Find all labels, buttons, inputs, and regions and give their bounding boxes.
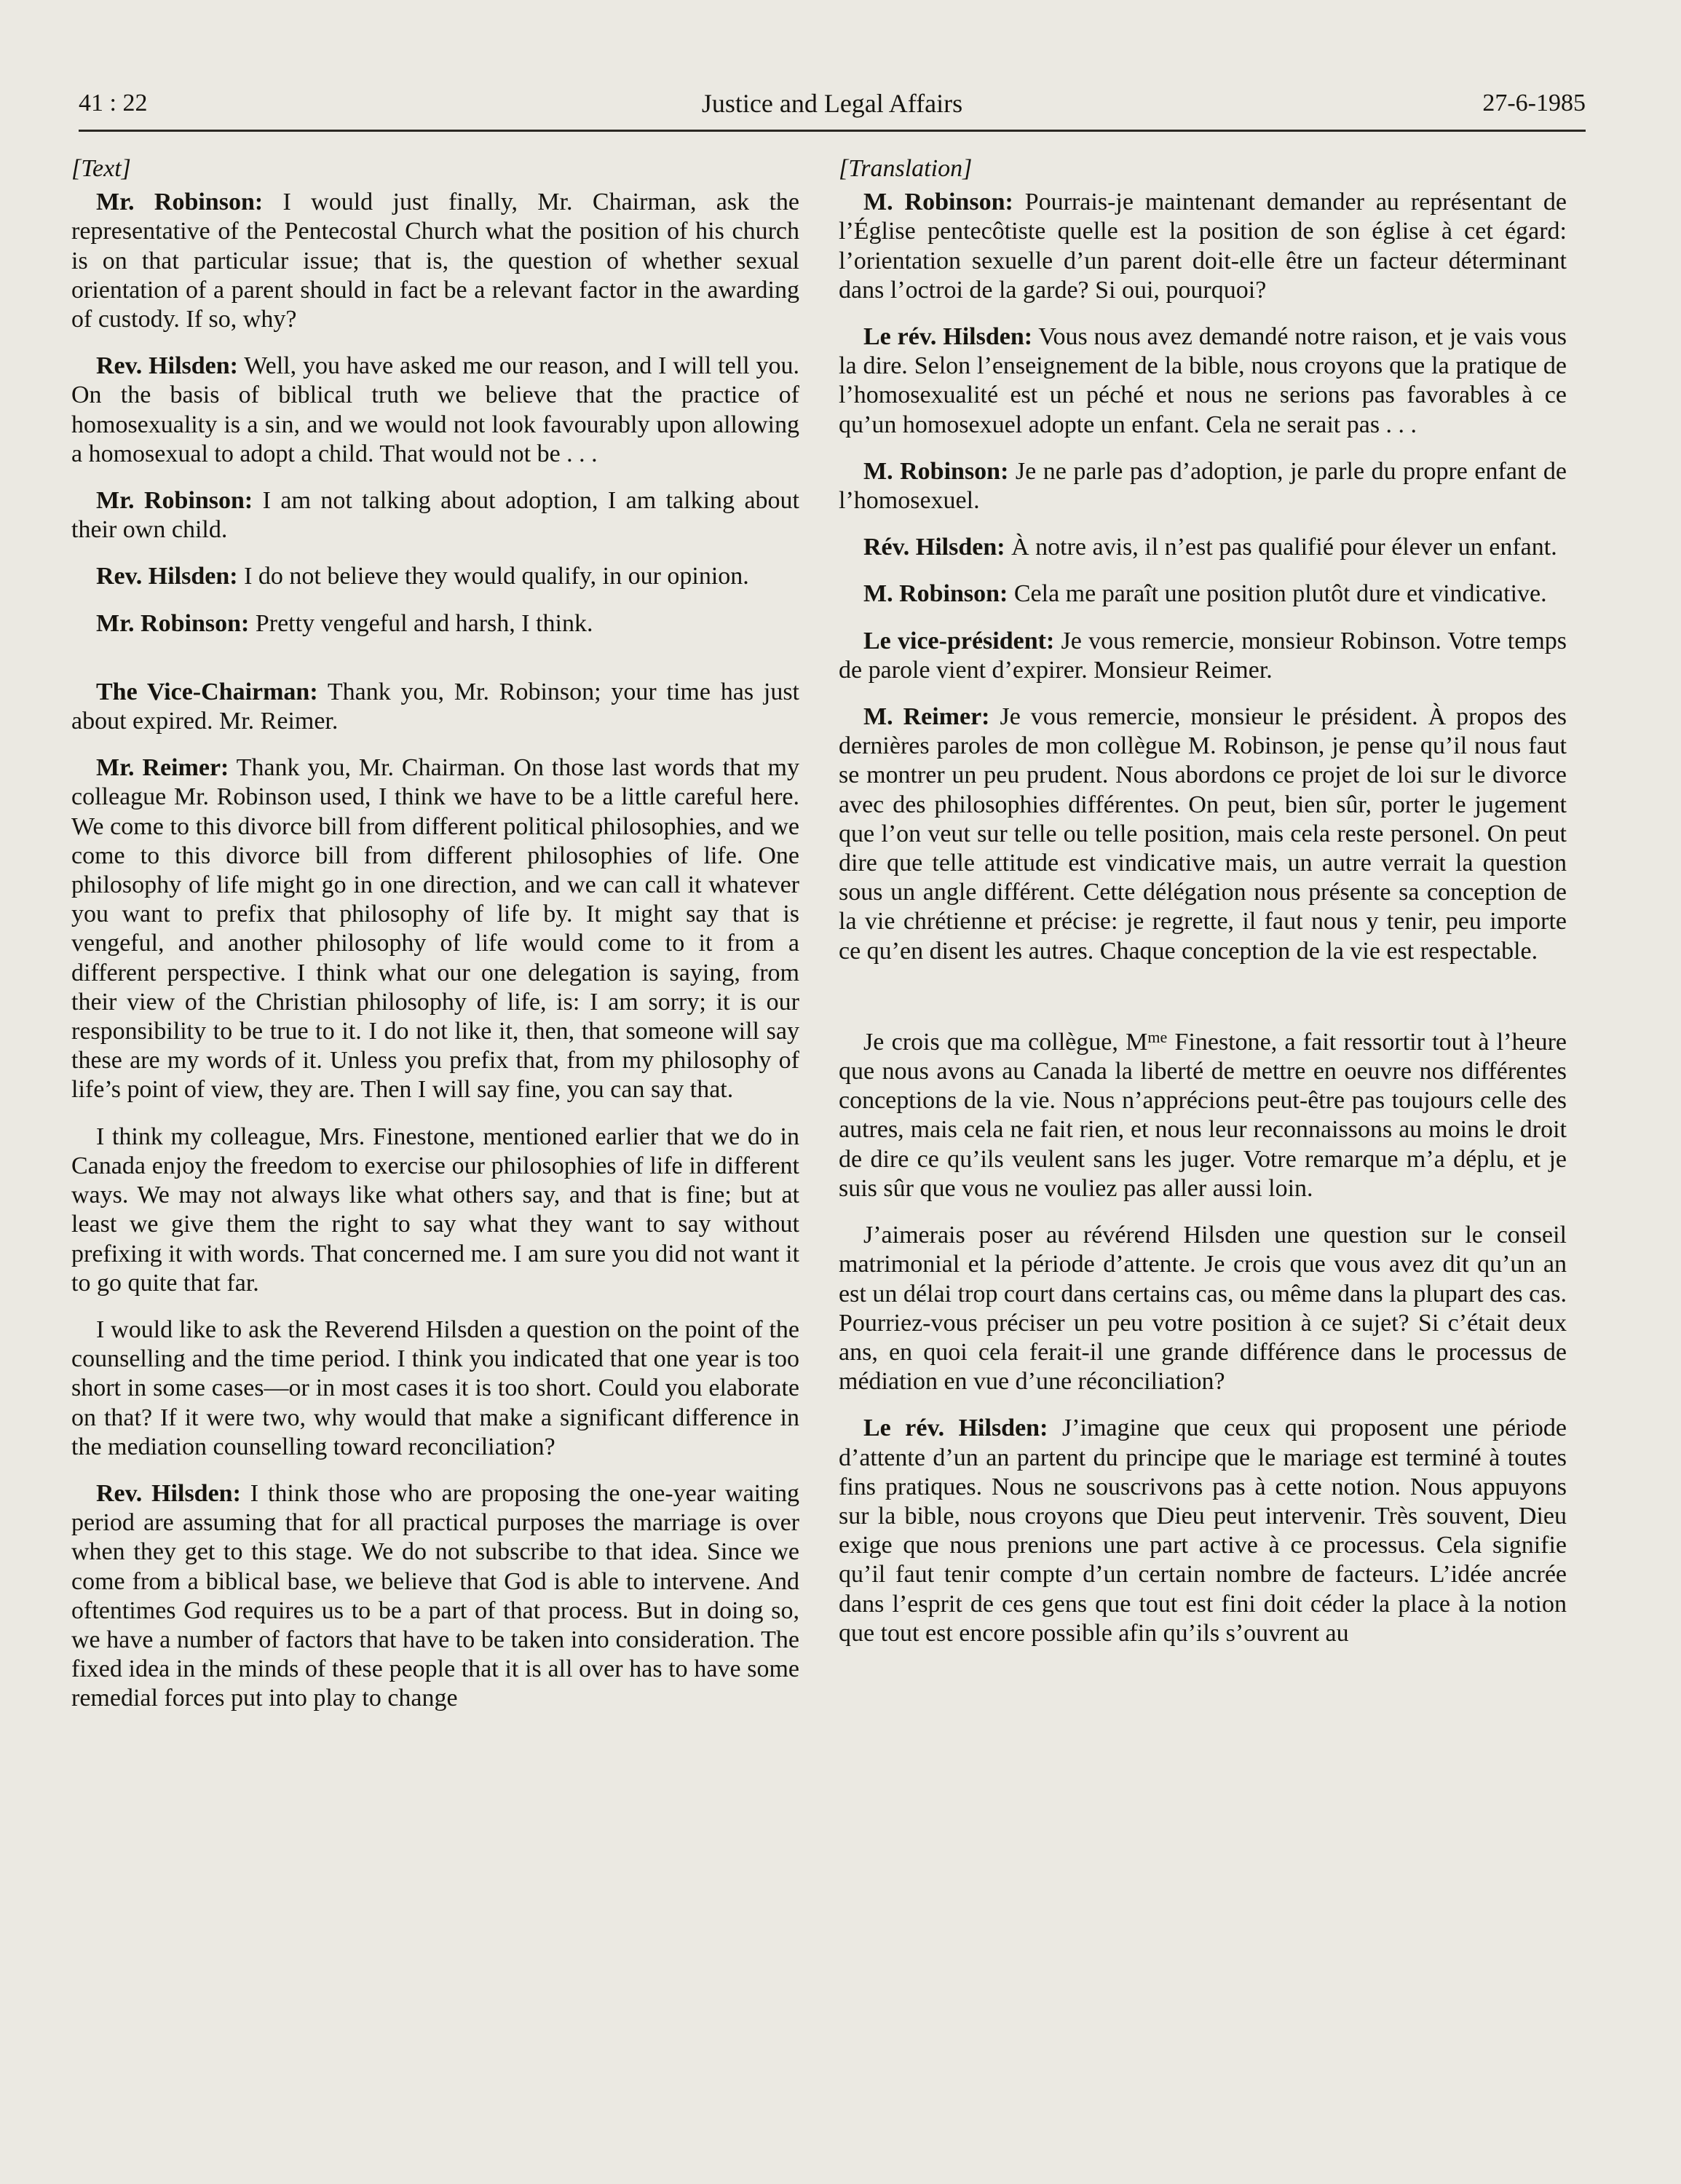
speaker-name: Le vice-président:	[863, 627, 1055, 654]
paragraph	[839, 1221, 1567, 1396]
page-header	[79, 82, 1586, 132]
header-page-number: 41 : 22	[79, 90, 148, 116]
paragraph	[839, 579, 1567, 609]
paragraph	[71, 609, 799, 638]
paragraph	[839, 1023, 1567, 1203]
speaker-name: Mr. Robinson:	[96, 487, 253, 515]
paragraph	[839, 1414, 1567, 1648]
header-date: 27-6-1985	[1482, 90, 1586, 116]
column-label: [Translation]	[839, 155, 973, 182]
speaker-name: M. Robinson:	[863, 189, 1013, 216]
speaker-name: Rev. Hilsden:	[96, 352, 238, 380]
speech-text: À notre avis, il n’est pas qualifié pour élever un enfant.	[1005, 534, 1557, 561]
speaker-name: Le rév. Hilsden:	[863, 1415, 1048, 1442]
speech-text: Je crois que ma collègue, M	[863, 1028, 1148, 1056]
speech-text: Je vous remercie, monsieur Robinson. Votre temps de parole vient d’expirer. Monsieur Reimer.	[839, 627, 1567, 684]
speech-text: J’imagine que ceux qui proposent une période d’attente d’un an partent du principe que le mariage est terminé à toutes fins pratiques. Nous ne souscrivons pas à cette notion. Nous appuyons sur la bible, nous croyons que Dieu peut intervenir. Très souvent, Dieu exige que nous prenions une part active à ce processus. Cela signifie qu’il faut tenir compte d’un certain nombre de facteurs. L’idée ancrée dans l’esprit de ces gens que tout est fini doit céder la place à la notion que tout est encore possible afin qu’ils s’ouvrent au	[839, 1415, 1567, 1647]
paragraph	[71, 1123, 799, 1298]
speech-text: Well, you have asked me our reason, and I will tell you. On the basis of biblical truth we believe that the practice of homosexuality is a sin, and we would not look favourably upon allowing a homosexual to adopt a child. That would not be . . .	[71, 352, 799, 467]
paragraph	[71, 188, 799, 334]
speaker-name: Le rév. Hilsden:	[863, 323, 1033, 351]
paragraph	[71, 678, 799, 736]
speech-text: Finestone, a fait ressortir tout à l’heure que nous avons au Canada la liberté de mettre en oeuvre nos différentes conceptions de la vie. Nous n’apprécions peut-être pas toujours celle des autres, mais cela ne fait rien, et nous leur reconnaissons au moins le droit de dire ce qu’ils veulent sans les juger. Votre remarque m’a déplu, et je suis sûr que vous ne vouliez pas aller aussi loin.	[839, 1028, 1567, 1202]
speaker-name: Mr. Robinson:	[96, 609, 250, 637]
french-column	[839, 154, 1567, 1666]
speaker-name: Rév. Hilsden:	[863, 534, 1005, 561]
paragraph	[71, 562, 799, 591]
speech-text: J’aimerais poser au révérend Hilsden une question sur le conseil matrimonial et la période d’attente. Je crois que vous avez dit qu’un an est un délai trop court dans certains cas, ou même dans la plupart des cas. Pourriez-vous préciser un peu votre position à ce sujet? Si c’était deux ans, en quoi cela ferait-il une grande différence dans le processus de médiation en vue d’une réconciliation?	[839, 1222, 1567, 1396]
speech-text: Thank you, Mr. Robinson; your time has just about expired. Mr. Reimer.	[71, 678, 799, 735]
speech-text: Pretty vengeful and harsh, I think.	[249, 609, 593, 637]
paragraph	[71, 486, 799, 545]
speaker-name: Mr. Reimer:	[96, 754, 229, 782]
english-column	[71, 154, 799, 1731]
speaker-name: M. Reimer:	[863, 703, 990, 731]
speech-text: I do not believe they would qualify, in our opinion.	[237, 563, 749, 590]
speech-text: I think those who are proposing the one-year waiting period are assuming that for all practical purposes the marriage is over when they get to this stage. We do not subscribe to that idea. Since we come from a biblical base, we believe that God is able to intervene. And oftentimes God requires us to be a part of that process. But in doing so, we have a number of factors that have to be taken into consideration. The fixed idea in the minds of these people that it is all over has to have some remedial forces put into play to change	[71, 1479, 799, 1712]
speech-text: Je ne parle pas d’adoption, je parle du propre enfant de l’homosexuel.	[839, 457, 1567, 515]
speech-text: I am not talking about adoption, I am talking about their own child.	[71, 487, 799, 544]
speech-text: I would just finally, Mr. Chairman, ask the representative of the Pentecostal Church what the position of his church is on that particular issue; that is, the question of whether sexual orientation of a parent should in fact be a relevant factor in the awarding of custody. If so, why?	[71, 189, 799, 333]
speech-text: Vous nous avez demandé notre raison, et je vais vous la dire. Selon l’enseignement de la bible, nous croyons que la pratique de l’homosexualité est un péché et nous ne serions pas favorables à ce qu’un homosexuel adopte un enfant. Cela ne serait pas . . .	[839, 323, 1567, 438]
paragraph	[839, 627, 1567, 685]
superscript-me: me	[1147, 1027, 1168, 1046]
speech-text: I would like to ask the Reverend Hilsden a question on the point of the counselling and the time period. I think you indicated that one year is too short in some cases—or in most cases it is too short. Could you elaborate on that? If it were two, why would that make a significant difference in the mediation counselling toward reconciliation?	[71, 1315, 799, 1460]
speaker-name: The Vice-Chairman:	[96, 678, 318, 705]
column-label: [Text]	[71, 155, 131, 182]
speaker-name: Rev. Hilsden:	[96, 1479, 241, 1507]
paragraph	[71, 753, 799, 1104]
paragraph	[71, 1479, 799, 1714]
speech-text: I think my colleague, Mrs. Finestone, mentioned earlier that we do in Canada enjoy the freedom to exercise our philosophies of life in different ways. We may not always like what others say, and that is fine; but at least we give them the right to say what they want to say without prefixing it with words. That concerned me. I am sure you did not want it to go quite that far.	[71, 1123, 799, 1297]
paragraph	[839, 533, 1567, 562]
header-title: Justice and Legal Affairs	[701, 89, 963, 118]
paragraph	[839, 703, 1567, 966]
speaker-name: Mr. Robinson:	[96, 189, 264, 216]
speech-text: Thank you, Mr. Chairman. On those last words that my colleague Mr. Robinson used, I think we have to be a little careful here. We come to this divorce bill from different political philosophies, and we come to this divorce bill from different philosophies of life. One philosophy of life might go in one direction, and we can call it whatever you want to prefix that philosophy of life by. It might say that is vengeful, and another philosophy of life would come to it from a different perspective. I think what our one delegation is saying, from their view of the Christian philosophy of life, is: I am sorry; it is our responsibility to be true to it. I do not like it, then, that someone will say these are my words of it. Unless you prefix that, from my philosophy of life’s point of view, they are. Then I will say fine, you can say that.	[71, 754, 799, 1104]
paragraph	[71, 352, 799, 469]
paragraph	[839, 457, 1567, 515]
speaker-name: M. Robinson:	[863, 457, 1009, 485]
paragraph	[71, 1315, 799, 1462]
paragraph	[839, 188, 1567, 305]
paragraph	[839, 323, 1567, 440]
speech-text: Pourrais-je maintenant demander au représentant de l’Église pentecôtiste quelle est la position de son église à cet égard: l’orientation sexuelle d’un parent doit-elle être un facteur déterminant dans l’octroi de la garde? Si oui, pourquoi?	[839, 189, 1567, 304]
speech-text: Je vous remercie, monsieur le président. À propos des dernières paroles de mon collègue M. Robinson, je pense qu’il nous faut se montrer un peu prudent. Nous abordons ce projet de loi sur le divorce avec des philosophies différentes. On peut, bien sûr, porter le jugement que l’on veut sur telle ou telle position, mais cela reste personel. On peut dire que telle attitude est vindicative mais, un autre verrait la question sous un angle différent. Cette délégation nous présente sa conception de la vie chrétienne et précise: je regrette, il faut nous y tenir, peu importe ce qu’en disent les autres. Chaque conception de la vie est respectable.	[839, 703, 1567, 965]
speaker-name: Rev. Hilsden:	[96, 563, 238, 590]
speech-text: Cela me paraît une position plutôt dure et vindicative.	[1008, 580, 1547, 608]
speaker-name: M. Robinson:	[863, 580, 1008, 608]
